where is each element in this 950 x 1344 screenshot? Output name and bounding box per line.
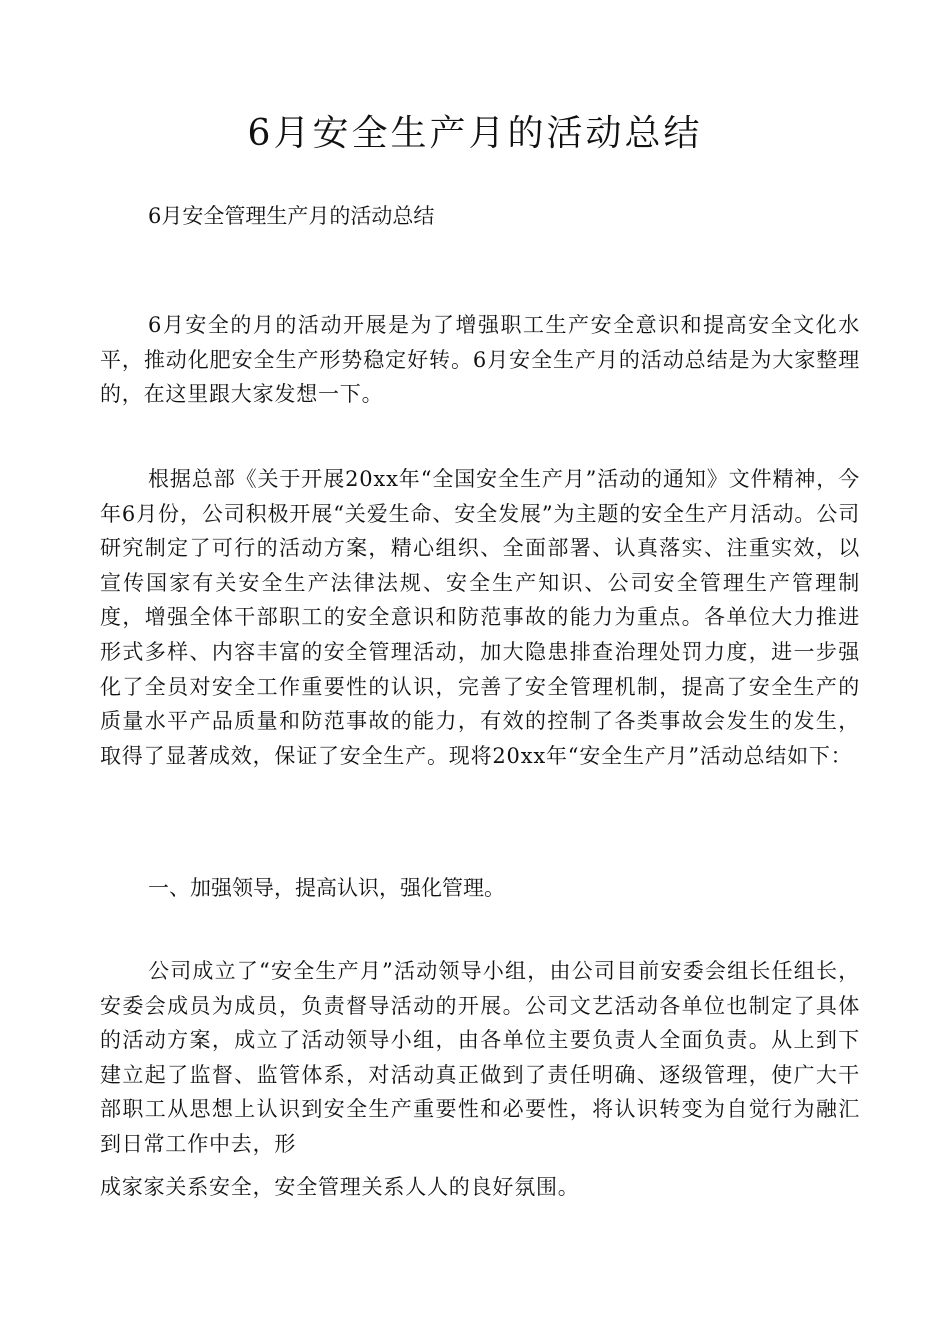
document-title: 6月安全生产月的活动总结	[247, 113, 703, 154]
document-subtitle: 6月安全管理生产月的活动总结	[148, 204, 435, 228]
background-paragraph: 根据总部《关于开展20xx年“全国安全生产月”活动的通知》文件精神，今年6月份，公司积极开展“关爱生命、安全发展”为主题的安全生产月活动。公司研究制定了可行的活动方案，精心组织、全面部署、认真落实、注重实效，以宣传国家有关安全生产法律法规、安全生产知识、公司安全管理生产管理制度，增强全体干部职工的安全意识和防范事故的能力为重点。各单位大力推进形式多样、内容丰富的安全管理活动，加大隐患排查治理处罚力度，进一步强化了全员对安全工作重要性的认识，完善了安全管理机制，提高了安全生产的质量水平产品质量和防范事故的能力，有效的控制了各类事故会发生的发生，取得了显著成效，保证了安全生产。现将20xx年“安全生产月”活动总结如下：	[100, 467, 860, 768]
intro-paragraph: 6月安全的月的活动开展是为了增强职工生产安全意识和提高安全文化水平，推动化肥安全生产形势稳定好转。6月安全生产月的活动总结是为大家整理的，在这里跟大家发想一下。	[100, 313, 860, 407]
leadership-paragraph: 公司成立了“安全生产月”活动领导小组，由公司目前安委会组长任组长，安委会成员为成员，负责督导活动的开展。公司文艺活动各单位也制定了具体的活动方案，成立了活动领导小组，由各单位主要负责人全面负责。从上到下建立起了监督、监管体系，对活动真正做到了责任明确、逐级管理，使广大干部职工从思想上认识到安全生产重要性和必要性，将认识转变为自觉行为融汇到日常工作中去，形	[100, 959, 860, 1156]
leadership-paragraph-tail: 成家家关系安全，安全管理关系人人的良好氛围。	[100, 1175, 580, 1199]
section-heading: 一、加强领导，提高认识，强化管理。	[148, 876, 505, 900]
